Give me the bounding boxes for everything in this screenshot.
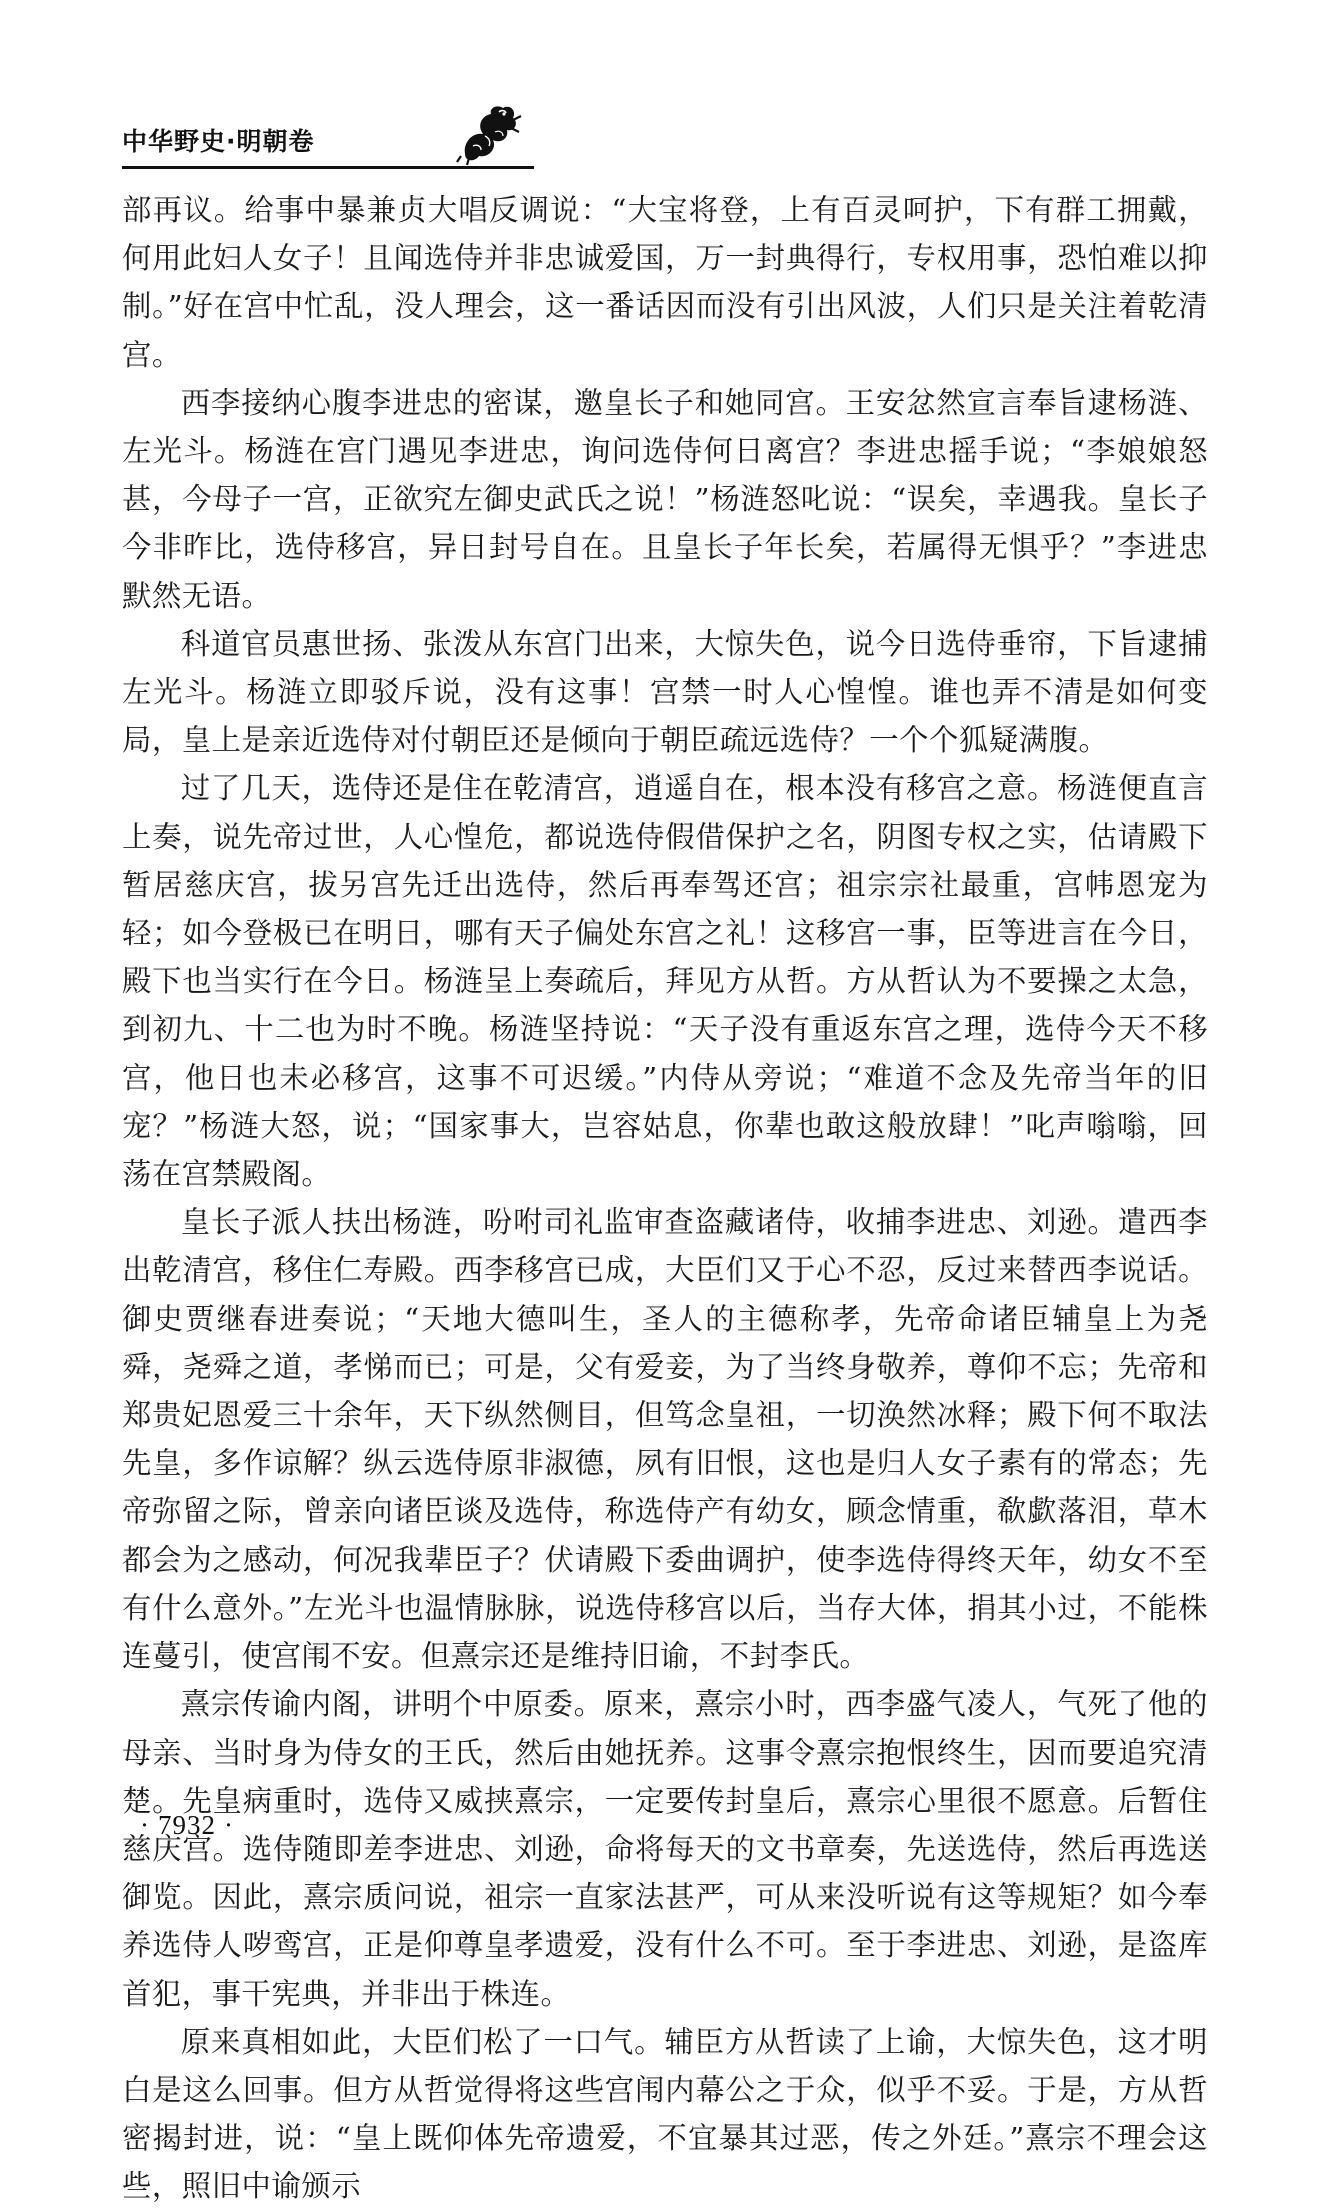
- page-number: 7932: [158, 1810, 216, 1840]
- folio-dot-right: ·: [224, 1810, 234, 1840]
- paragraph: 原来真相如此，大臣们松了一口气。辅臣方从哲读了上谕，大惊失色，这才明白是这么回事。但方从哲觉得将这些宫闱内幕公之于众，似乎不妥。于是，方从哲密揭封进，说：“皇上既仰体先帝遗爱，不宜暴其过恶，传之外廷。”熹宗不理会这些，照旧中谕颁示: [122, 2024, 1208, 2204]
- dragon-ornament-icon: [455, 102, 523, 166]
- paragraph: 西李接纳心腹李进忠的密谋，邀皇长子和她同宫。王安忿然宣言奉旨逮杨涟、左光斗。杨涟在宫门遇见李进忠，询问选侍何日离宫？李进忠摇手说；“李娘娘怒甚，今母子一宫，正欲究左御史武氏之说！”杨涟怒叱说：“误矣，幸遇我。皇长子今非昨比，选侍移宫，异日封号自在。且皇长子年长矣，若属得无惧乎？”李进忠默然无语。: [122, 385, 1208, 613]
- folio-dot-left: ·: [140, 1810, 150, 1840]
- header-rule: [122, 166, 534, 169]
- paragraph: 部再议。给事中暴兼贞大唱反调说：“大宝将登，上有百灵呵护，下有群工拥戴，何用此妇人女子！且闻选侍并非忠诚爱国，万一封典得行，专权用事，恐怕难以抑制。”好在宫中忙乱，没人理会，这一番话因而没有引出风波，人们只是关注着乾清宫。: [122, 193, 1208, 372]
- body-text: [122, 186, 1208, 2211]
- paragraph: 科道官员惠世扬、张泼从东宫门出来，大惊失色，说今日选侍垂帘，下旨逮捕左光斗。杨涟立即驳斥说，没有这事！宫禁一时人心惶惶。谁也弄不清是如何变局，皇上是亲近选侍对付朝臣还是倾向于朝臣疏远选侍？一个个狐疑满腹。: [122, 626, 1208, 758]
- page-folio: [132, 1810, 242, 1841]
- paragraph: 熹宗传谕内阁，讲明个中原委。原来，熹宗小时，西李盛气凌人，气死了他的母亲、当时身为侍女的王氏，然后由她抚养。这事令熹宗抱恨终生，因而要追究清楚。先皇病重时，选侍又威挟熹宗，一定要传封皇后，熹宗心里很不愿意。后暂住慈庆宫。选侍随即差李进忠、刘逊，命将每天的文书章奏，先送选侍，然后再选送御览。因此，熹宗质问说，祖宗一直家法甚严，可从来没听说有这等规矩？如今奉养选侍人哕鸾宫，正是仰尊皇孝遗爱，没有什么不可。至于李进忠、刘逊，是盗库首犯，事干宪典，并非出于株连。: [122, 1687, 1208, 2011]
- paragraph: 过了几天，选侍还是住在乾清宫，逍遥自在，根本没有移宫之意。杨涟便直言上奏，说先帝过世，人心惶危，都说选侍假借保护之名，阴图专权之实，估请殿下暂居慈庆宫，拔另宫先迁出选侍，然后再奉驾还宫；祖宗宗社最重，宫帏恩宠为轻；如今登极已在明日，哪有天子偏处东宫之礼！这移宫一事，臣等进言在今日，殿下也当实行在今日。杨涟呈上奏疏后，拜见方从哲。方从哲认为不要操之太急，到初九、十二也为时不晚。杨涟坚持说：“天子没有重返东宫之理，选侍今天不移宫，他日也未必移宫，这事不可迟缓。”内侍从旁说；“难道不念及先帝当年的旧宠？”杨涟大怒，说；“国家事大，岂容姑息，你辈也敢这般放肆！”叱声嗡嗡，回荡在宫禁殿阁。: [122, 771, 1208, 1192]
- paragraph: 皇长子派人扶出杨涟，吩咐司礼监审查盗藏诸侍，收捕李进忠、刘逊。遣西李出乾清宫，移住仁寿殿。西李移宫已成，大臣们又于心不忍，反过来替西李说话。御史贾继春进奏说；“天地大德叫生，圣人的主德称孝，先帝命诸臣辅皇上为尧舜，尧舜之道，孝悌而已；可是，父有爱妾，为了当终身敬养，尊仰不忘；先帝和郑贵妃恩爱三十余年，天下纵然侧目，但笃念皇祖，一切涣然冰释；殿下何不取法先皇，多作谅解？纵云选侍原非淑德，夙有旧恨，这也是归人女子素有的常态；先帝弥留之际，曾亲向诸臣谈及选侍，称选侍产有幼女，顾念情重，欷歔落泪，草木都会为之感动，何况我辈臣子？伏请殿下委曲调护，使李选侍得终天年，幼女不至有什么意外。”左光斗也温情脉脉，说选侍移宫以后，当存大体，捐其小过，不能株连蔓引，使宫闱不安。但熹宗还是维持旧谕，不封李氏。: [122, 1205, 1208, 1674]
- running-head-title: 中华野史·明朝卷: [122, 127, 315, 156]
